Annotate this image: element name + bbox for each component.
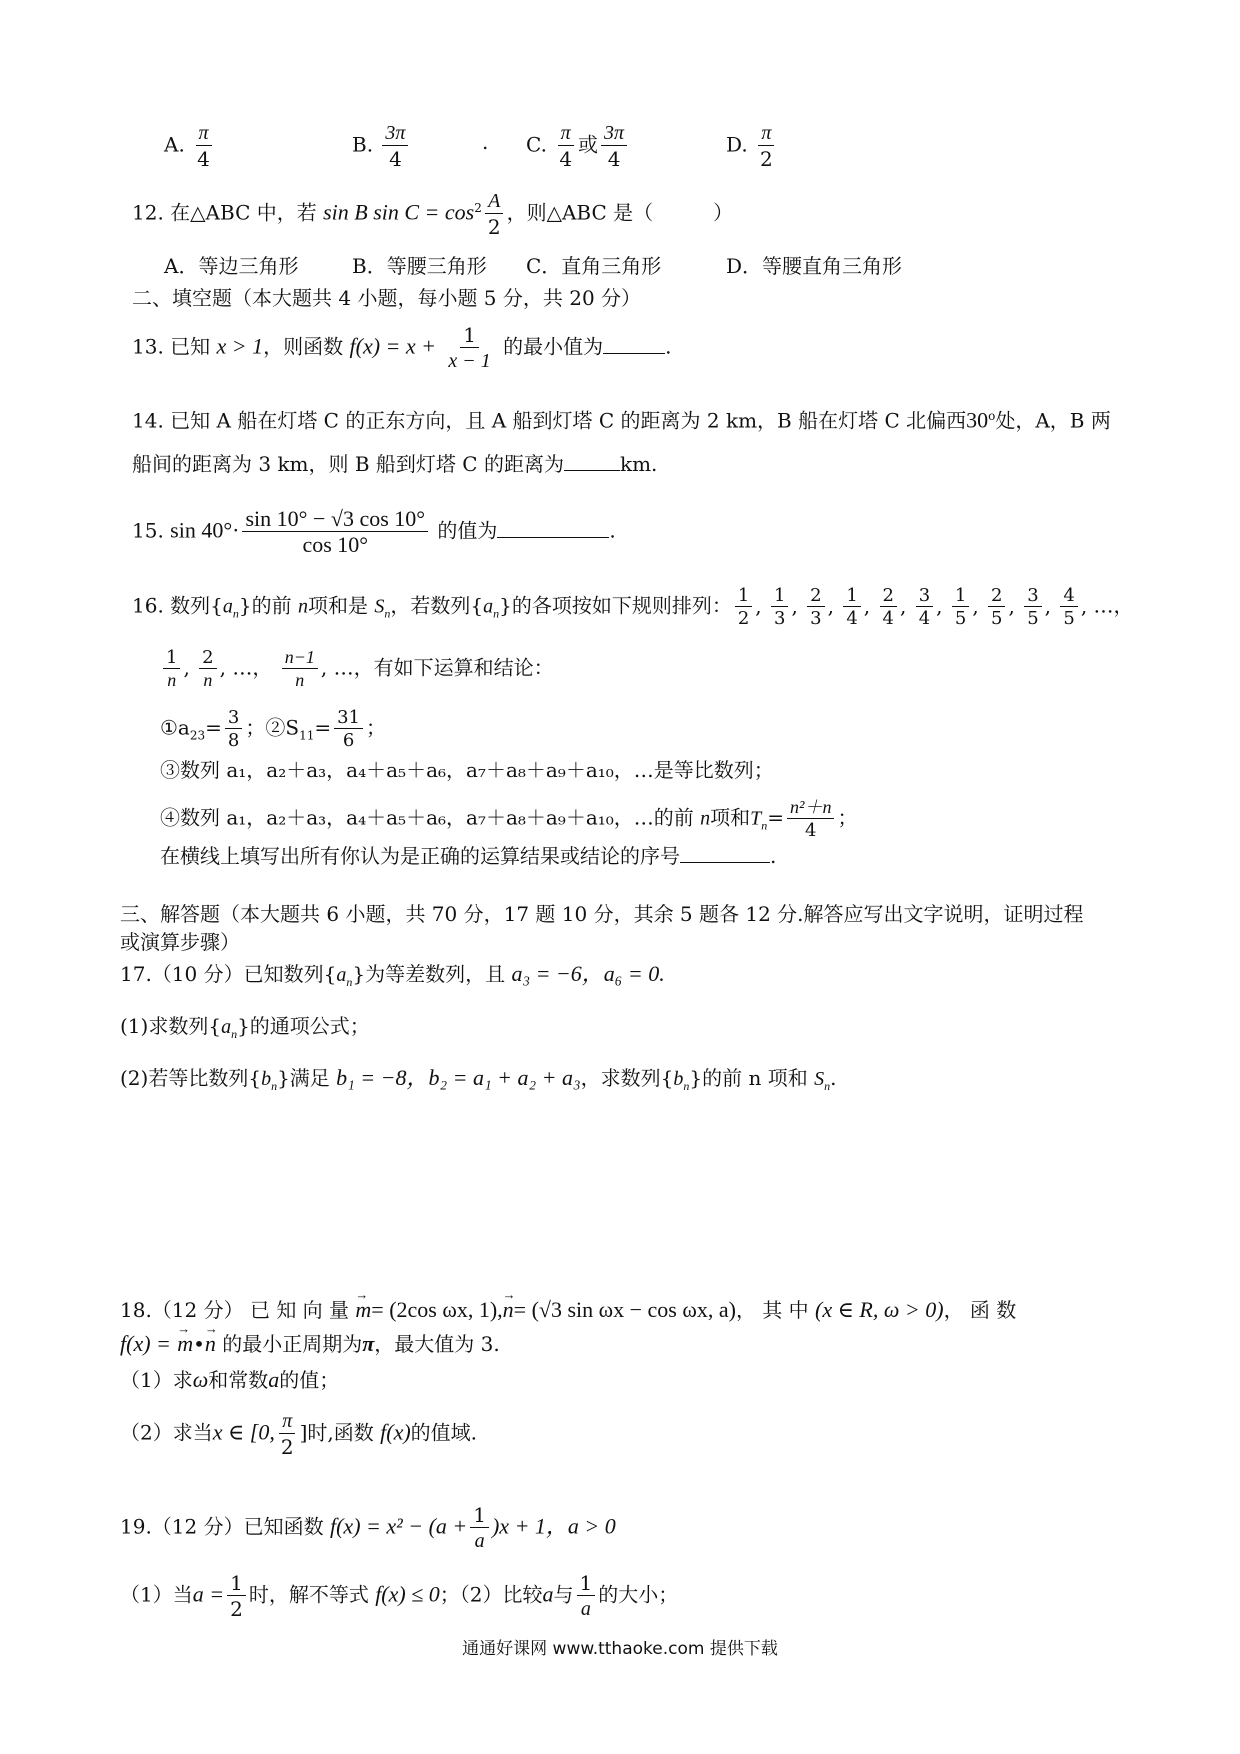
section-solve-title: 三、解答题（本大题共 6 小题，共 70 分，17 题 10 分，其余 5 题各 12 分.解答应写出文字说明，证明过程 (120, 902, 1084, 926)
section-solve-title-cont: 或演算步骤） (120, 930, 240, 954)
q14-line1: 14. 已知 A 船在灯塔 C 的正东方向，且 A 船到灯塔 C 的距离为 2 km，B 船在灯塔 C 北偏西30$^o$处，A，B 两 (132, 407, 1111, 433)
q14-answer-blank[interactable] (564, 452, 620, 471)
q15-answer-blank[interactable] (497, 519, 609, 538)
q13-answer-blank[interactable] (603, 335, 665, 354)
q14-line2: 船间的距离为 3 km，则 B 船到灯塔 C 的距离为 km. (132, 452, 658, 476)
q16-sequence-fractions: $\frac{1}{2}$ , $\frac{1}{3}$ , $\frac{2}{3}$ , $\frac{1}{4}$ , $\frac{2}{4}$ , $\frac{3}{4}$ , $\frac{1}{5}$ , $\frac{2}{5}$ , $\frac{3}{5}$ , $\frac{4}{5}$ , (732, 594, 1094, 618)
q16-sequence-term: $\frac{4}{5}$ (1060, 586, 1077, 628)
q11-option-c: C. $\frac{\pi}{4}$ 或 $\frac{3\pi}{4}$ (526, 122, 630, 170)
q11-options (0, 108, 1240, 178)
q16-sequence-term: $\frac{1}{3}$ (771, 586, 788, 628)
q11-dot: . (482, 130, 489, 154)
q16-line2: $\frac{1}{n}$ , $\frac{2}{n}$ , …， $\frac{n-1}{n}$ , …，有如下运算和结论： (160, 648, 554, 690)
q17-part1: (1)求数列$\{a_n\}$的通项公式； (120, 1014, 370, 1041)
q16-sequence-term: $\frac{1}{5}$ (952, 586, 969, 628)
q12-stem: 12. 在△ABC 中，若 sin B $\sin C = \cos^2$ $\frac{A}{2}$ ，则△ABC 是（ ） (132, 190, 734, 239)
q16-prompt: 在横线上填写出所有你认为是正确的运算结果或结论的序号 . (160, 844, 777, 868)
q12-option-a: A．等边三角形 (164, 254, 299, 278)
q18-line2: f(x) = → m•→ n 的最小正周期为π，最大值为 3. (120, 1330, 500, 1358)
q16-sequence-term: $\frac{1}{4}$ (843, 586, 860, 628)
q18-stem: 18.（12 分） 已 知 向 量 → m= (2cos ωx, 1),→ n= (√3 sin ωx − cos ωx, a)， 其 中 (x ∈ R, ω > 0)， 函 数 (120, 1296, 1016, 1324)
q18-part1: （1）求ω和常数a的值； (120, 1367, 340, 1392)
q15: 15. sin 40°· $\frac{\sin 10^\circ - √3 \cos 10^\circ}{\cos 10^\circ}$ 的值为 . (132, 506, 616, 557)
q18-part2: （2）求当x ∈ [0, $\frac{\pi}{2}$ ]时,函数 f(x)的值域. (120, 1410, 478, 1459)
q16-line1: 16. 数列$\{a_n\}$的前 n项和是 $S_n$，若数列$\{a_n\}$的各项按如下规则排列： $\frac{1}{2}$ , $\frac{1}{3}$ , $\frac{2}{3}$ , $\frac{1}{4}$ , $\frac{2}{4}$ , $\frac{3}{4}$ , $\frac{1}{5}$ , $\frac{2}{5}$ , $\frac{3}{5}$ , $\frac{4}{5}$ , …， (132, 585, 1134, 629)
q12-option-b: B．等腰三角形 (352, 254, 487, 278)
q16-sequence-term: $\frac{3}{4}$ (916, 586, 933, 628)
q16-item-3: ③数列 a₁，a₂＋a₃，a₄＋a₅＋a₆，a₇＋a₈＋a₉＋a₁₀，…是等比数列； (160, 758, 774, 782)
q16-items-1-2: $①a_{23}=$ $\frac{3}{8}$ ；$②S_{11}=$ $\frac{31}{6}$ ； (160, 707, 387, 751)
q16-sequence-term: $\frac{1}{2}$ (735, 586, 752, 628)
q16-answer-blank[interactable] (680, 844, 770, 863)
q13: 13. 已知 x > 1，则函数 f(x) = x + $\frac{1}{x - 1}$ 的最小值为 . (132, 323, 672, 372)
q12-option-c: C．直角三角形 (526, 254, 662, 278)
q11-option-a: A. $\frac{\pi}{4}$ (164, 122, 210, 171)
q17-part2: (2)若等比数列$\{b_n\}$满足 b₁ = −8，b₂ = a₁ + a₂ + a₃，求数列$\{b_n\}$的前 n 项和 $S_n$. (120, 1065, 837, 1093)
q19-parts: （1）当a = $\frac{1}{2}$ 时，解不等式 f(x) ≤ 0；（2）比较a与 $\frac{1}{a}$ 的大小； (120, 1571, 679, 1621)
footer-source: 通通好课网 www.tthaoke.com 提供下载 (462, 1639, 778, 1659)
q17-stem: 17.（10 分）已知数列$\{a_n\}$为等差数列，且 a₃ = −6，a₆ = 0. (120, 961, 665, 989)
section-fill-in-title: 二、填空题（本大题共 4 小题，每小题 5 分，共 20 分） (132, 286, 642, 310)
q16-sequence-term: $\frac{2}{4}$ (880, 586, 897, 628)
q16-item-4: ④数列 a₁，a₂＋a₃，a₄＋a₅＋a₆，a₇＋a₈＋a₉＋a₁₀，…的前 n项和$T_n=$ $\frac{\text{n²＋n}}{4}$ ； (160, 797, 858, 841)
q19-stem: 19.（12 分）已知函数 f(x) = x² − (a + $\frac{1}{a}$ )x + 1，a > 0 (120, 1503, 616, 1552)
q11-option-b: B. $\frac{3\pi}{4}$ (352, 122, 411, 170)
q16-sequence-term: $\frac{2}{5}$ (988, 586, 1005, 628)
q12-option-d: D．等腰直角三角形 (726, 254, 903, 278)
q16-sequence-term: $\frac{3}{5}$ (1024, 586, 1041, 628)
q11-option-d: D. $\frac{\pi}{2}$ (726, 122, 773, 171)
q16-sequence-term: $\frac{2}{3}$ (807, 586, 824, 628)
